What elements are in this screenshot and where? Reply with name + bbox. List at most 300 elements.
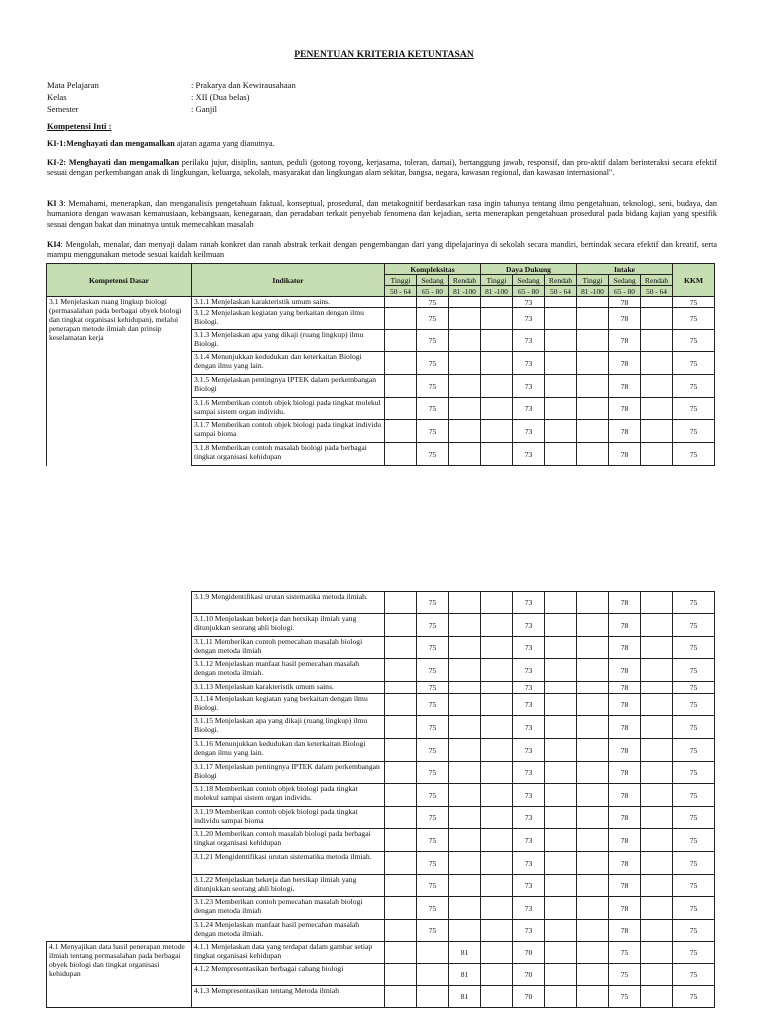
value-cell xyxy=(449,443,481,466)
value-cell xyxy=(385,829,417,852)
value-cell xyxy=(545,897,577,920)
info-row-class xyxy=(47,91,296,103)
value-cell: 78 xyxy=(609,829,641,852)
header-range: 81 -100 xyxy=(449,286,481,297)
value-cell: 73 xyxy=(513,920,545,942)
value-cell xyxy=(577,829,609,852)
value-cell xyxy=(417,964,449,986)
value-cell: 75 xyxy=(673,443,715,466)
indicator-cell: 3.1.9 Mengidentifikasi urutan sistematika metoda ilmiah. xyxy=(192,592,385,614)
value-cell xyxy=(481,308,513,330)
value-cell xyxy=(545,875,577,897)
value-cell xyxy=(385,694,417,716)
value-cell: 75 xyxy=(417,897,449,920)
value-cell xyxy=(449,592,481,614)
indicator-cell: 4.1.1 Menjelaskan data yang terdapat dalam gambar setiap tingkat organisasi kehidupan xyxy=(192,942,385,964)
value-cell xyxy=(577,875,609,897)
value-cell xyxy=(545,682,577,694)
header-range: 81 -100 xyxy=(577,286,609,297)
header-level: Rendah xyxy=(449,275,481,286)
header-kompetensi-dasar: Kompetensi Dasar xyxy=(47,264,192,297)
value-cell: 75 xyxy=(417,592,449,614)
ki-3 xyxy=(47,199,717,230)
value-cell xyxy=(641,762,673,784)
value-cell xyxy=(481,875,513,897)
value-cell: 73 xyxy=(513,420,545,443)
value-cell: 73 xyxy=(513,762,545,784)
value-cell xyxy=(385,443,417,466)
value-cell xyxy=(449,897,481,920)
value-cell xyxy=(449,875,481,897)
value-cell: 73 xyxy=(513,659,545,682)
value-cell xyxy=(545,398,577,420)
value-cell: 78 xyxy=(609,637,641,659)
value-cell xyxy=(481,659,513,682)
value-cell xyxy=(577,986,609,1008)
value-cell xyxy=(577,897,609,920)
value-cell xyxy=(641,897,673,920)
value-cell xyxy=(481,375,513,398)
value-cell: 78 xyxy=(609,330,641,352)
value-cell xyxy=(641,875,673,897)
value-cell xyxy=(449,352,481,375)
indicator-cell: 3.1.6 Memberikan contoh objek biologi pada tingkat molekul sampai sistem organ individu. xyxy=(192,398,385,420)
value-cell xyxy=(385,784,417,807)
value-cell xyxy=(481,762,513,784)
value-cell xyxy=(577,375,609,398)
value-cell xyxy=(481,807,513,829)
indicator-cell: 3.1.16 Menunjukkan kedudukan dan keterkaitan Biologi dengan ilmu yang lain. xyxy=(192,739,385,762)
value-cell: 75 xyxy=(673,352,715,375)
value-cell xyxy=(577,942,609,964)
kompetensi-dasar-cell: 4.1 Menyajikan data hasil penerapan metode ilmiah tentang permasalahan pada berbagai obyek biologi dan tingkat organisasi kehidupan xyxy=(47,942,192,1008)
value-cell xyxy=(641,852,673,875)
value-cell: 78 xyxy=(609,297,641,308)
value-cell: 75 xyxy=(673,398,715,420)
value-cell xyxy=(545,443,577,466)
page-title: PENENTUAN KRITERIA KETUNTASAN xyxy=(294,50,474,60)
value-cell xyxy=(449,330,481,352)
ki-2 xyxy=(47,158,717,179)
value-cell: 73 xyxy=(513,694,545,716)
value-cell: 75 xyxy=(417,694,449,716)
indicator-cell: 3.1.21 Mengidentifikasi urutan sistematika metoda ilmiah. xyxy=(192,852,385,875)
value-cell xyxy=(449,398,481,420)
value-cell xyxy=(385,716,417,739)
value-cell xyxy=(385,420,417,443)
value-cell xyxy=(385,398,417,420)
info-row-semester xyxy=(47,103,296,115)
value-cell xyxy=(385,308,417,330)
value-cell xyxy=(545,330,577,352)
value-cell xyxy=(641,443,673,466)
ki-text: ajaran agama yang dianutnya. xyxy=(174,139,275,148)
value-cell: 78 xyxy=(609,852,641,875)
header-range: 65 - 80 xyxy=(609,286,641,297)
value-cell: 75 xyxy=(417,637,449,659)
header-level: Sedang xyxy=(417,275,449,286)
value-cell xyxy=(449,739,481,762)
value-cell xyxy=(545,614,577,637)
indicator-cell: 3.1.13 Menjelaskan karakteristik umum sains. xyxy=(192,682,385,694)
header-range: 50 - 64 xyxy=(385,286,417,297)
value-cell xyxy=(577,852,609,875)
header-level: Sedang xyxy=(609,275,641,286)
value-cell: 75 xyxy=(673,420,715,443)
value-cell: 75 xyxy=(417,829,449,852)
value-cell xyxy=(481,443,513,466)
value-cell: 75 xyxy=(417,375,449,398)
value-cell: 73 xyxy=(513,637,545,659)
value-cell xyxy=(481,614,513,637)
value-cell xyxy=(481,694,513,716)
value-cell xyxy=(577,443,609,466)
value-cell xyxy=(545,920,577,942)
value-cell: 75 xyxy=(417,875,449,897)
value-cell: 75 xyxy=(673,897,715,920)
value-cell xyxy=(641,330,673,352)
value-cell xyxy=(545,716,577,739)
indicator-cell: 3.1.17 Menjelaskan pentingnya IPTEK dalam perkembangan Biologi xyxy=(192,762,385,784)
value-cell: 73 xyxy=(513,852,545,875)
value-cell xyxy=(481,852,513,875)
ki-text: : Mengolah, menalar, dan menyaji dalam ranah konkret dan ranah abstrak terkait dengan pengembangan dari yang dipelajarinya di sekolah secara mandiri, bertindak secara efektif dan kreatif, serta mampu menggunakan metode sesuai kaidah keilmuan xyxy=(47,240,717,260)
value-cell xyxy=(481,716,513,739)
value-cell xyxy=(481,420,513,443)
value-cell xyxy=(385,297,417,308)
value-cell xyxy=(481,784,513,807)
value-cell xyxy=(545,762,577,784)
value-cell: 78 xyxy=(609,739,641,762)
value-cell xyxy=(577,920,609,942)
value-cell xyxy=(449,762,481,784)
ki-heading: Kompetensi Inti : xyxy=(47,121,112,131)
value-cell xyxy=(641,964,673,986)
value-cell xyxy=(577,682,609,694)
header-daya-dukung: Daya Dukung xyxy=(481,264,577,275)
value-cell: 75 xyxy=(417,739,449,762)
value-cell: 73 xyxy=(513,784,545,807)
value-cell xyxy=(449,682,481,694)
kkm-table-1 xyxy=(46,263,715,466)
value-cell xyxy=(545,694,577,716)
value-cell xyxy=(641,308,673,330)
value-cell xyxy=(577,637,609,659)
indicator-cell: 3.1.22 Menjelaskan bekerja dan bersikap ilmiah yang ditunjukkan seorang ahli biologi. xyxy=(192,875,385,897)
value-cell: 73 xyxy=(513,829,545,852)
value-cell: 75 xyxy=(673,986,715,1008)
value-cell xyxy=(577,614,609,637)
value-cell xyxy=(385,920,417,942)
value-cell xyxy=(641,659,673,682)
indicator-cell: 3.1.4 Menunjukkan kedudukan dan keterkaitan Biologi dengan ilmu yang lain. xyxy=(192,352,385,375)
value-cell xyxy=(481,964,513,986)
value-cell xyxy=(417,942,449,964)
header-kompleksitas: Kompleksitas xyxy=(385,264,481,275)
value-cell xyxy=(449,716,481,739)
value-cell xyxy=(545,375,577,398)
header-level: Tinggi xyxy=(385,275,417,286)
value-cell: 75 xyxy=(673,297,715,308)
value-cell: 75 xyxy=(673,330,715,352)
value-cell: 75 xyxy=(673,659,715,682)
header-range: 50 - 64 xyxy=(641,286,673,297)
value-cell: 75 xyxy=(673,942,715,964)
value-cell: 75 xyxy=(417,398,449,420)
value-cell: 73 xyxy=(513,614,545,637)
value-cell: 75 xyxy=(417,420,449,443)
header-level: Rendah xyxy=(641,275,673,286)
value-cell: 75 xyxy=(417,807,449,829)
value-cell xyxy=(545,807,577,829)
header-intake: Intake xyxy=(577,264,673,275)
value-cell: 75 xyxy=(673,829,715,852)
value-cell xyxy=(385,964,417,986)
value-cell: 73 xyxy=(513,443,545,466)
value-cell xyxy=(545,829,577,852)
value-cell: 75 xyxy=(417,920,449,942)
value-cell: 78 xyxy=(609,352,641,375)
value-cell: 81 xyxy=(449,986,481,1008)
value-cell xyxy=(481,637,513,659)
value-cell xyxy=(641,592,673,614)
info-row-subject xyxy=(47,79,296,91)
indicator-cell: 3.1.11 Memberikan contoh pemecahan masalah biologi dengan metoda ilmiah xyxy=(192,637,385,659)
value-cell xyxy=(641,375,673,398)
value-cell xyxy=(577,592,609,614)
value-cell: 75 xyxy=(673,637,715,659)
header-level: Rendah xyxy=(545,275,577,286)
value-cell xyxy=(641,420,673,443)
value-cell xyxy=(481,352,513,375)
value-cell: 75 xyxy=(417,659,449,682)
ki-text: : Memahami, menerapkan, dan menganalisis pengetahuan faktual, konseptual, prosedural, dan metakognitif berdasarkan rasa ingin tahunya tentang ilmu pengetahuan, teknologi, seni, budaya, dan humaniora dengan wawasan kemanusiaan, kebangsaan, kenegaraan, dan peradaban terkait penyebab fenomena dan kejadian, serta menerapkan pengetahuan prosedural pada bidang kajian yang spesifik sesuai dengan bakat dan minatnya untuk memecahkan masalah xyxy=(47,199,717,229)
value-cell: 73 xyxy=(513,375,545,398)
indicator-cell: 3.1.8 Memberikan contoh masalah biologi pada berbagai tingkat organisasi kehidupan xyxy=(192,443,385,466)
value-cell xyxy=(449,784,481,807)
value-cell: 78 xyxy=(609,420,641,443)
value-cell xyxy=(545,308,577,330)
info-value: : Prakarya dan Kewirausahaan xyxy=(191,80,296,90)
value-cell: 75 xyxy=(673,614,715,637)
value-cell xyxy=(449,694,481,716)
info-label: Semester xyxy=(47,104,79,114)
value-cell xyxy=(641,614,673,637)
value-cell: 78 xyxy=(609,398,641,420)
value-cell: 75 xyxy=(417,614,449,637)
value-cell xyxy=(545,297,577,308)
indicator-cell: 3.1.14 Menjelaskan kegiatan yang berkaitan dengan ilmu Biologi. xyxy=(192,694,385,716)
value-cell xyxy=(577,784,609,807)
value-cell: 78 xyxy=(609,592,641,614)
value-cell: 75 xyxy=(673,784,715,807)
header-range: 81 -100 xyxy=(481,286,513,297)
value-cell xyxy=(385,739,417,762)
value-cell xyxy=(449,852,481,875)
value-cell xyxy=(449,637,481,659)
value-cell: 75 xyxy=(673,592,715,614)
value-cell: 73 xyxy=(513,682,545,694)
kompetensi-dasar-cell: 3.1 Menjelaskan ruang lingkup biologi (permasalahan pada berbagai obyek biologi dan tingkat organisasi kehidupan), melalui penerapan metode ilmiah dan prinsip keselamatan kerja xyxy=(47,297,192,466)
indicator-cell: 3.1.3 Menjelaskan apa yang dikaji (ruang lingkup) ilmu Biologi. xyxy=(192,330,385,352)
value-cell: 78 xyxy=(609,443,641,466)
value-cell xyxy=(449,420,481,443)
value-cell xyxy=(385,897,417,920)
value-cell: 75 xyxy=(417,297,449,308)
value-cell xyxy=(641,716,673,739)
value-cell: 75 xyxy=(609,942,641,964)
value-cell xyxy=(545,659,577,682)
header-level: Tinggi xyxy=(481,275,513,286)
header-kkm: KKM xyxy=(673,264,715,297)
value-cell: 75 xyxy=(673,682,715,694)
value-cell: 73 xyxy=(513,398,545,420)
value-cell: 78 xyxy=(609,920,641,942)
value-cell xyxy=(577,716,609,739)
value-cell xyxy=(545,964,577,986)
value-cell xyxy=(481,920,513,942)
indicator-cell: 3.1.19 Memberikan contoh objek biologi pada tingkat individu sampai bioma xyxy=(192,807,385,829)
ki-prefix: KI-1: xyxy=(47,139,67,148)
value-cell xyxy=(641,986,673,1008)
value-cell: 75 xyxy=(673,807,715,829)
value-cell xyxy=(481,897,513,920)
value-cell: 73 xyxy=(513,807,545,829)
header-indikator: Indikator xyxy=(192,264,385,297)
value-cell xyxy=(385,942,417,964)
value-cell xyxy=(481,829,513,852)
value-cell: 73 xyxy=(513,352,545,375)
value-cell xyxy=(385,807,417,829)
value-cell: 78 xyxy=(609,875,641,897)
value-cell xyxy=(577,420,609,443)
value-cell xyxy=(577,964,609,986)
value-cell xyxy=(449,920,481,942)
value-cell xyxy=(385,986,417,1008)
table-row xyxy=(47,592,715,614)
value-cell xyxy=(577,659,609,682)
value-cell xyxy=(577,297,609,308)
kkm-table-2 xyxy=(46,591,715,1008)
indicator-cell: 3.1.7 Memberikan contoh objek biologi pada tingkat individu sampai bioma xyxy=(192,420,385,443)
indicator-cell: 3.1.24 Menjelaskan manfaat hasil pemecahan masalah dengan metoda ilmiah. xyxy=(192,920,385,942)
value-cell: 75 xyxy=(417,784,449,807)
header-level: Tinggi xyxy=(577,275,609,286)
value-cell xyxy=(545,784,577,807)
value-cell xyxy=(385,852,417,875)
value-cell xyxy=(641,829,673,852)
value-cell: 75 xyxy=(417,682,449,694)
subject-info xyxy=(47,79,296,115)
value-cell xyxy=(481,739,513,762)
value-cell xyxy=(481,986,513,1008)
value-cell xyxy=(545,942,577,964)
ki-prefix: KI-2 xyxy=(47,158,64,167)
indicator-cell: 3.1.18 Memberikan contoh objek biologi pada tingkat molekul sampai sistem organ individu. xyxy=(192,784,385,807)
value-cell xyxy=(481,682,513,694)
value-cell xyxy=(641,739,673,762)
value-cell: 75 xyxy=(417,852,449,875)
kompetensi-dasar-cell-empty xyxy=(47,592,192,942)
value-cell: 70 xyxy=(513,986,545,1008)
value-cell: 73 xyxy=(513,716,545,739)
value-cell xyxy=(577,807,609,829)
indicator-cell: 4.1.2 Mempresentasikan berbagai cabang biologi xyxy=(192,964,385,986)
value-cell xyxy=(577,398,609,420)
value-cell xyxy=(385,762,417,784)
value-cell xyxy=(641,784,673,807)
table-row xyxy=(47,297,715,308)
value-cell: 78 xyxy=(609,807,641,829)
value-cell: 73 xyxy=(513,897,545,920)
value-cell: 78 xyxy=(609,716,641,739)
value-cell xyxy=(481,398,513,420)
header-range: 50 - 64 xyxy=(545,286,577,297)
value-cell xyxy=(577,694,609,716)
indicator-cell: 4.1.3 Mempresentasikan tentang Metoda ilmiah xyxy=(192,986,385,1008)
value-cell: 81 xyxy=(449,942,481,964)
value-cell xyxy=(481,297,513,308)
value-cell xyxy=(385,614,417,637)
value-cell: 78 xyxy=(609,784,641,807)
value-cell xyxy=(385,659,417,682)
value-cell: 75 xyxy=(673,716,715,739)
value-cell xyxy=(385,592,417,614)
indicator-cell: 3.1.10 Menjelaskan bekerja dan bersikap ilmiah yang ditunjukkan seorang ahli biologi. xyxy=(192,614,385,637)
value-cell xyxy=(481,592,513,614)
value-cell xyxy=(641,920,673,942)
value-cell: 75 xyxy=(673,308,715,330)
indicator-cell: 3.1.2 Menjelaskan kegiatan yang berkaitan dengan ilmu Biologi. xyxy=(192,308,385,330)
value-cell xyxy=(545,852,577,875)
value-cell: 75 xyxy=(673,375,715,398)
value-cell xyxy=(641,297,673,308)
value-cell xyxy=(481,330,513,352)
value-cell: 75 xyxy=(417,762,449,784)
table-row xyxy=(47,942,715,964)
value-cell: 75 xyxy=(417,716,449,739)
value-cell xyxy=(577,739,609,762)
value-cell xyxy=(545,986,577,1008)
value-cell: 78 xyxy=(609,694,641,716)
header-level: Sedang xyxy=(513,275,545,286)
value-cell: 75 xyxy=(673,964,715,986)
value-cell xyxy=(545,637,577,659)
value-cell xyxy=(641,352,673,375)
header-range: 65 - 80 xyxy=(513,286,545,297)
value-cell xyxy=(449,614,481,637)
value-cell xyxy=(385,352,417,375)
value-cell xyxy=(449,829,481,852)
value-cell: 70 xyxy=(513,964,545,986)
value-cell: 73 xyxy=(513,875,545,897)
indicator-cell: 3.1.20 Memberikan contoh masalah biologi pada berbagai tingkat organisasi kehidupan xyxy=(192,829,385,852)
ki-bold: Menghayati dan mengamalkan xyxy=(66,139,175,148)
ki-bold: : Menghayati dan mengamalkan xyxy=(63,158,180,167)
value-cell xyxy=(417,986,449,1008)
value-cell: 73 xyxy=(513,592,545,614)
value-cell: 78 xyxy=(609,614,641,637)
info-value: : XII (Dua belas) xyxy=(191,92,250,102)
indicator-cell: 3.1.5 Menjelaskan pentingnya IPTEK dalam perkembangan Biologi xyxy=(192,375,385,398)
value-cell: 75 xyxy=(417,308,449,330)
value-cell xyxy=(385,330,417,352)
ki-1 xyxy=(47,139,717,149)
value-cell: 75 xyxy=(417,443,449,466)
ki-4 xyxy=(47,240,717,261)
value-cell xyxy=(641,398,673,420)
value-cell: 75 xyxy=(417,330,449,352)
